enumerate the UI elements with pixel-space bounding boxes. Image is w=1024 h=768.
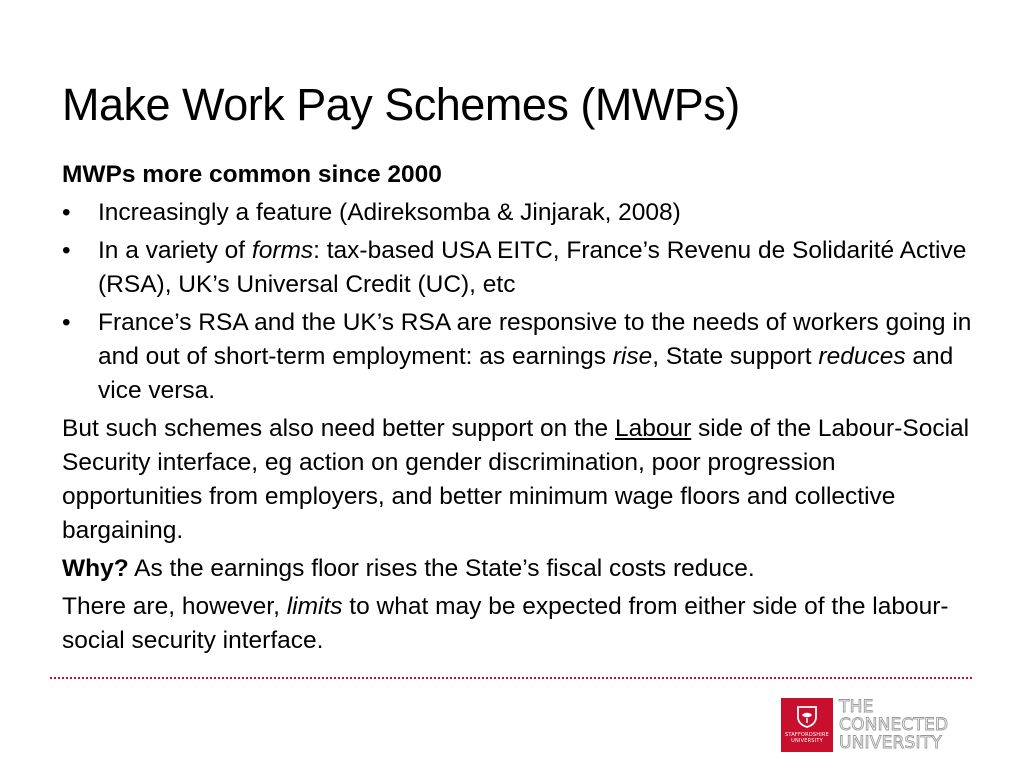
bullet-item bbox=[62, 196, 972, 230]
paragraph bbox=[62, 412, 972, 548]
slide-body bbox=[62, 158, 972, 662]
bullet-text: In a variety of bbox=[98, 237, 252, 264]
bullet-icon: • bbox=[62, 237, 71, 264]
bullet-list bbox=[62, 196, 972, 408]
logo-small-text: UNIVERSITY bbox=[791, 738, 823, 744]
bullet-text: , State support bbox=[652, 343, 819, 370]
why-label: Why? bbox=[62, 555, 129, 582]
labour-link[interactable]: Labour bbox=[614, 415, 692, 442]
logo-word: THE bbox=[839, 697, 874, 717]
emphasis-text: forms bbox=[251, 237, 314, 264]
paragraph-text: As the earnings floor rises the State’s fiscal costs reduce. bbox=[128, 555, 755, 582]
logo-small-text: STAFFORDSHIRE bbox=[785, 732, 829, 738]
emphasis-text: limits bbox=[286, 593, 343, 620]
emphasis-text: reduces bbox=[818, 343, 906, 370]
logo-word: CONNECTED bbox=[839, 715, 949, 735]
bullet-text: : tax-based USA EITC, France’s Revenu de Solidarité Active (RSA), UK’s Universal Credit (UC), etc bbox=[98, 237, 967, 298]
paragraph bbox=[62, 590, 972, 658]
section-heading: MWPs more common since 2000 bbox=[62, 161, 442, 188]
crest-icon bbox=[797, 706, 817, 728]
bullet-text: France’s RSA and the UK’s RSA are responsive to the needs of workers going in and out of short-term employment: as earnings bbox=[98, 309, 972, 370]
paragraph-text: But such schemes also need better support on the bbox=[62, 415, 615, 442]
logo-word: UNIVERSITY bbox=[839, 733, 942, 753]
logo-red-box bbox=[781, 698, 833, 752]
bullet-text: and vice versa. bbox=[98, 343, 954, 404]
bullet-item bbox=[62, 234, 972, 302]
paragraph-text: side of the Labour-Social Security interface, eg action on gender discrimination, poor progression opportunities from employers, and better minimum wage floors and collective bargaining. bbox=[62, 415, 970, 544]
bullet-item bbox=[62, 306, 972, 408]
bullet-text: Increasingly a feature (Adireksomba & Jinjarak, 2008) bbox=[98, 199, 681, 226]
logo-wordmark bbox=[839, 698, 979, 752]
footer-divider bbox=[50, 677, 972, 679]
university-logo bbox=[781, 698, 976, 752]
emphasis-text: rise bbox=[612, 343, 653, 370]
paragraph bbox=[62, 552, 972, 586]
bullet-icon: • bbox=[62, 199, 71, 226]
paragraph-text: to what may be expected from either side of the labour-social security interface. bbox=[62, 593, 949, 654]
bullet-icon: • bbox=[62, 309, 71, 336]
paragraph-text: There are, however, bbox=[62, 593, 287, 620]
slide-title: Make Work Pay Schemes (MWPs) bbox=[62, 79, 740, 130]
